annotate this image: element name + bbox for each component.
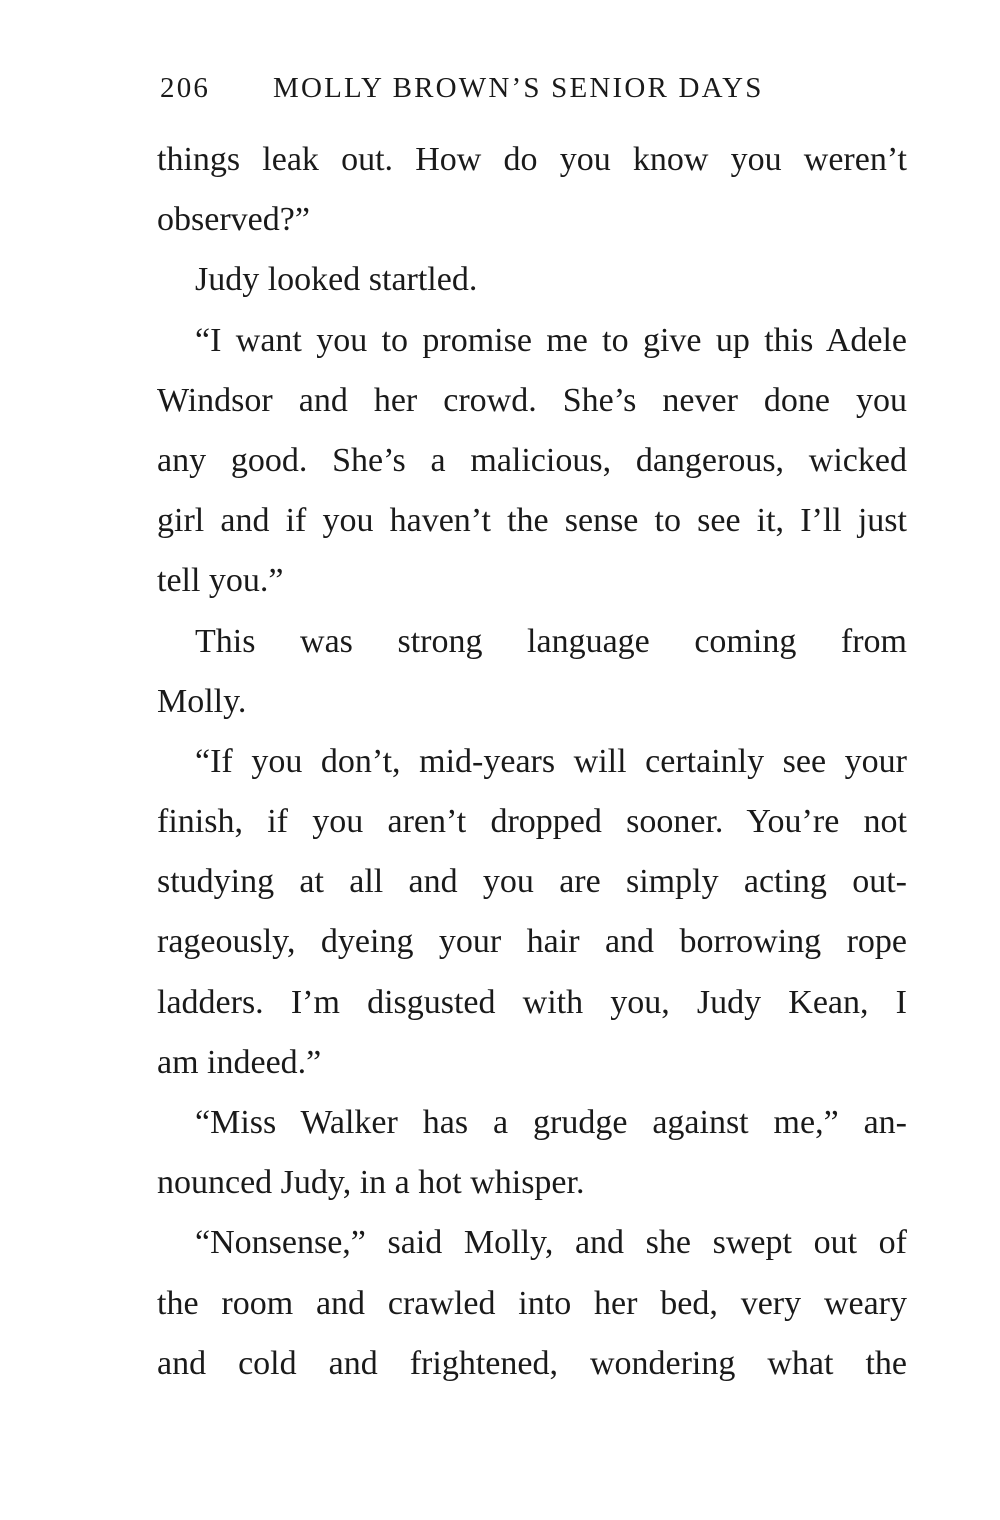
- text-line: tell you.”: [157, 562, 284, 600]
- text-line: This was strong language coming from: [195, 622, 907, 660]
- text-line: the room and crawled into her bed, very weary: [157, 1284, 907, 1322]
- running-head: [160, 72, 910, 116]
- text-line: and cold and frightened, wondering what the: [157, 1344, 907, 1382]
- text-line: finish, if you aren’t dropped sooner. You’re not: [157, 803, 907, 841]
- text-line: rageously, dyeing your hair and borrowing rope: [157, 923, 907, 961]
- text-line: girl and if you haven’t the sense to see it, I’ll just: [157, 502, 907, 540]
- text-line: Molly.: [157, 682, 247, 720]
- text-line: am indeed.”: [157, 1043, 322, 1081]
- text-line: “I want you to promise me to give up this Adele: [195, 321, 907, 359]
- running-title: MOLLY BROWN’S SENIOR DAYS: [273, 72, 764, 104]
- text-line: ladders. I’m disgusted with you, Judy Kean, I: [157, 983, 907, 1021]
- text-line: Windsor and her crowd. She’s never done you: [157, 381, 907, 419]
- text-line: Judy looked startled.: [195, 261, 478, 299]
- text-line: any good. She’s a malicious, dangerous, wicked: [157, 441, 907, 479]
- text-line: things leak out. How do you know you weren’t: [157, 141, 907, 178]
- page-number: 206: [160, 72, 211, 104]
- text-line: observed?”: [157, 201, 310, 239]
- text-line: nounced Judy, in a hot whisper.: [157, 1164, 585, 1202]
- text-line: “Miss Walker has a grudge against me,” an-: [195, 1104, 907, 1141]
- text-line: “If you don’t, mid-years will certainly see your: [195, 742, 907, 780]
- text-line: “Nonsense,” said Molly, and she swept out of: [195, 1224, 907, 1262]
- text-line: studying at all and you are simply acting out-: [157, 863, 907, 901]
- body-text: [157, 130, 907, 1394]
